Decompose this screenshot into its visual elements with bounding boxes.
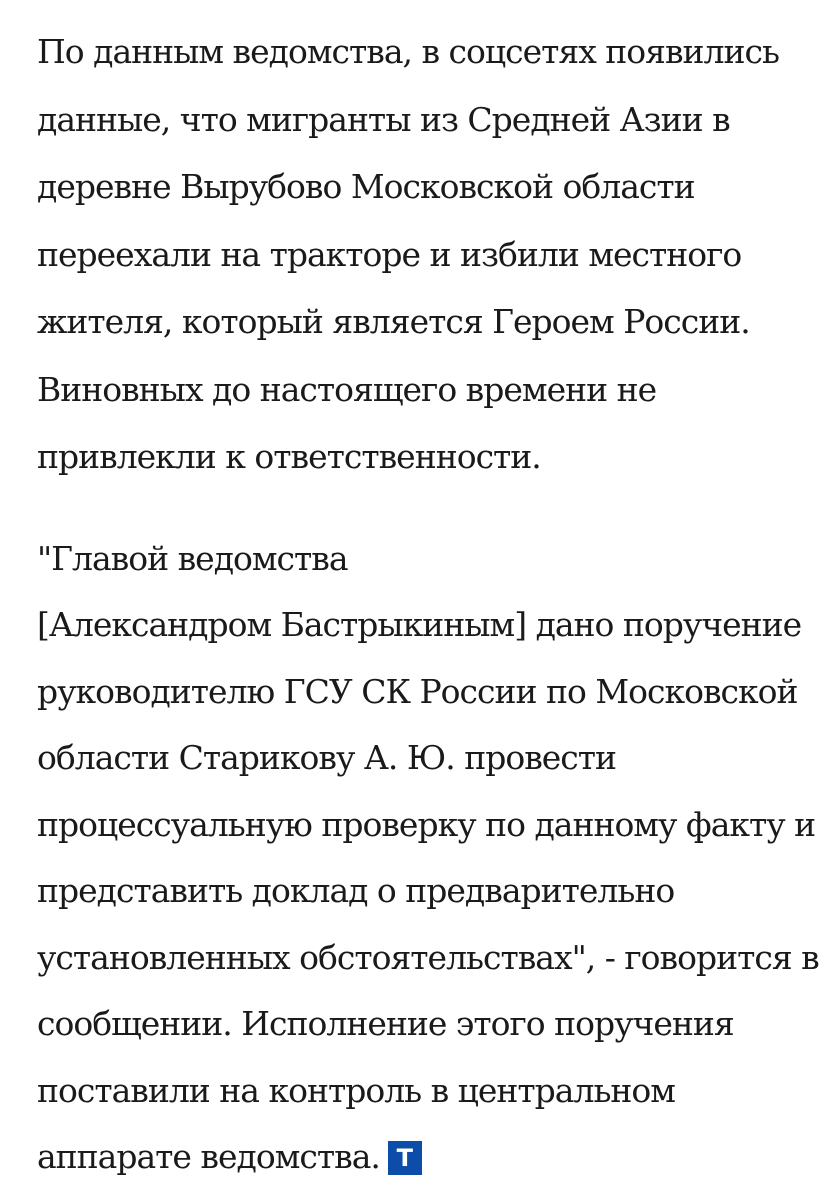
paragraph-line: представить доклад о предварительно <box>37 871 675 910</box>
paragraph-line: деревне Вырубово Московской области <box>37 167 695 206</box>
paragraph-line: По данным ведомства, в соцсетях появились <box>37 32 779 71</box>
paragraph-line: установленных обстоятельствах", - говорится в <box>37 937 819 977</box>
paragraph-line: сообщении. Исполнение этого поручения <box>37 1004 734 1043</box>
paragraph-line: жителя, который является Героем России. <box>37 302 750 341</box>
paragraph-last-line <box>37 1124 827 1191</box>
article-body <box>37 0 827 1191</box>
paragraph-line: руководителю ГСУ СК России по Московской <box>37 671 798 711</box>
paragraph-line: поставили на контроль в центральном <box>37 1070 675 1110</box>
paragraph-line: данные, что мигранты из Средней Азии в <box>37 99 730 139</box>
paragraph-line: переехали на тракторе и избили местного <box>37 234 742 274</box>
paragraph-line: [Александром Бастрыкиным] дано поручение <box>37 605 802 644</box>
paragraph-line: области Старикову А. Ю. провести <box>37 738 617 777</box>
article-paragraph-2 <box>37 491 827 1191</box>
paragraph-line: "Главой ведомства <box>37 538 348 578</box>
paragraph-line: привлекли к ответственности. <box>37 437 541 476</box>
paragraph-line: процессуальную проверку по данному факту и <box>37 804 816 844</box>
paragraph-line-text: аппарате ведомства. <box>37 1137 380 1176</box>
tass-logo-icon: Т <box>388 1141 422 1175</box>
article-paragraph-1 <box>37 0 827 491</box>
paragraph-line: Виновных до настоящего времени не <box>37 369 657 409</box>
